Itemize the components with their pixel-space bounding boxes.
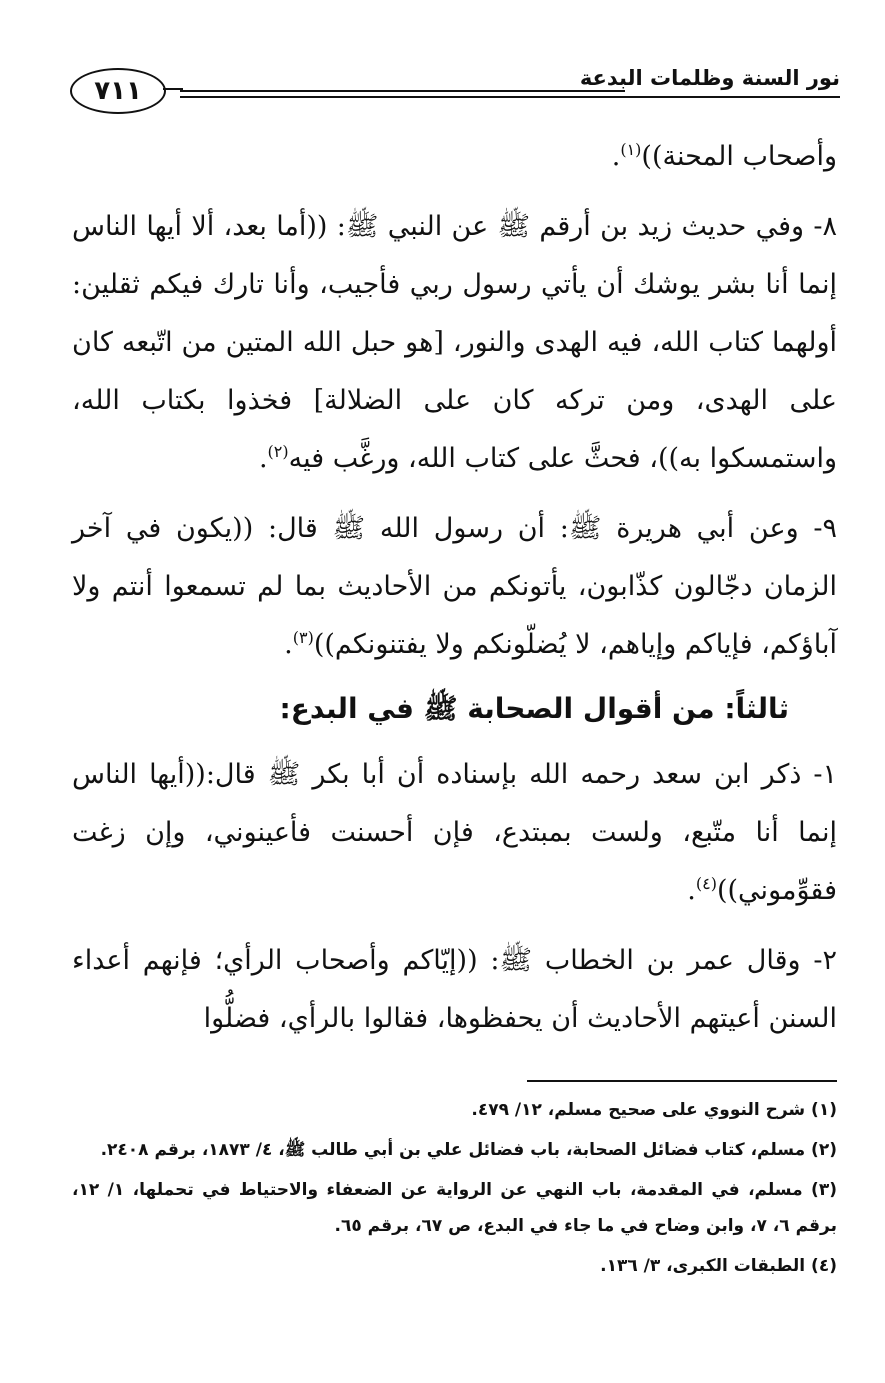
footnotes [72,1092,837,1284]
section-heading: ثالثاً: من أقوال الصحابة ﷺ في البدع: [279,692,789,725]
paragraph-s1 [72,746,837,920]
main-text [72,128,837,1054]
paragraph-text: ٩- وعن أبي هريرة ﷺ: أن رسول الله ﷺ قال: ((يكون في آخر الزمان دجّالون كذّابون، يأتونكم من الأحاديث بما لم تسمعوا أنتم ولا آباؤكم، فإياكم وإياهم، لا يُضلّونكم ولا يفتنونكم)) [72,513,837,660]
paragraph-text: ٨- وفي حديث زيد بن أرقم ﷺ عن النبي ﷺ: ((أما بعد، ألا أيها الناس إنما أنا بشر يوشك أن يأتي رسول ربي فأجيب، وأنا تارك فيكم ثقلين: أولهما كتاب الله، فيه الهدى والنور، [هو حبل الله المتين من اتّبعه كان على الهدى، ومن تركه كان على الضلالة] فخذوا بكتاب الله، واستمسكوا به))، فحثَّ على كتاب الله، ورغَّب فيه [72,211,837,474]
paragraph-continuation [72,128,837,186]
footnote-separator [527,1080,837,1082]
paragraph-end: . [284,629,293,660]
footnote-4: (٤) الطبقات الكبرى، ٣/ ١٣٦. [600,1256,837,1276]
paragraph-8 [72,198,837,488]
paragraph-text: ١- ذكر ابن سعد رحمه الله بإسناده أن أبا بكر ﷺ قال:((أيها الناس إنما أنا متّبع، ولست بمبتدع، فإن أحسنت فأعينوني، وإن زغت فقوِّموني)) [72,759,837,906]
header-rule-bottom [180,96,840,98]
footnote-1: (١) شرح النووي على صحيح مسلم، ١٢/ ٤٧٩. [471,1100,837,1120]
footnote-ref-1: (١) [620,140,642,159]
paragraph-9 [72,500,837,674]
paragraph-s2 [72,932,837,1048]
paragraph-end: . [687,875,696,906]
footnote-ref-2: (٢) [267,442,289,461]
header-rule-top [180,90,625,92]
footnote-ref-3: (٣) [292,628,314,647]
footnote-ref-4: (٤) [695,874,717,893]
paragraph-end: . [611,141,621,172]
footnote-3: (٣) مسلم، في المقدمة، باب النهي عن الرواية عن الضعفاء والاحتياط في تحملها، ١/ ١٢، برقم ٦، ٧، وابن وضاح في ما جاء في البدع، ص ٦٧، برقم ٦٥. [72,1180,837,1236]
paragraph-text: وأصحاب المحنة)) [641,141,837,172]
paragraph-end: . [258,443,268,474]
page-number: ٧١١ [70,68,166,114]
page-header [70,62,840,122]
footnote-2: (٢) مسلم، كتاب فضائل الصحابة، باب فضائل علي بن أبي طالب ﷺ، ٤/ ١٨٧٣، برقم ٢٤٠٨. [100,1140,837,1160]
running-title: نور السنة وظلمات البدعة [579,66,840,90]
header-rule-tail [163,88,183,90]
paragraph-text: ٢- وقال عمر بن الخطاب ﷺ: ((إيّاكم وأصحاب الرأي؛ فإنهم أعداء السنن أعيتهم الأحاديث أن يحفظوها، فقالوا بالرأي، فضلُّوا [72,945,837,1034]
